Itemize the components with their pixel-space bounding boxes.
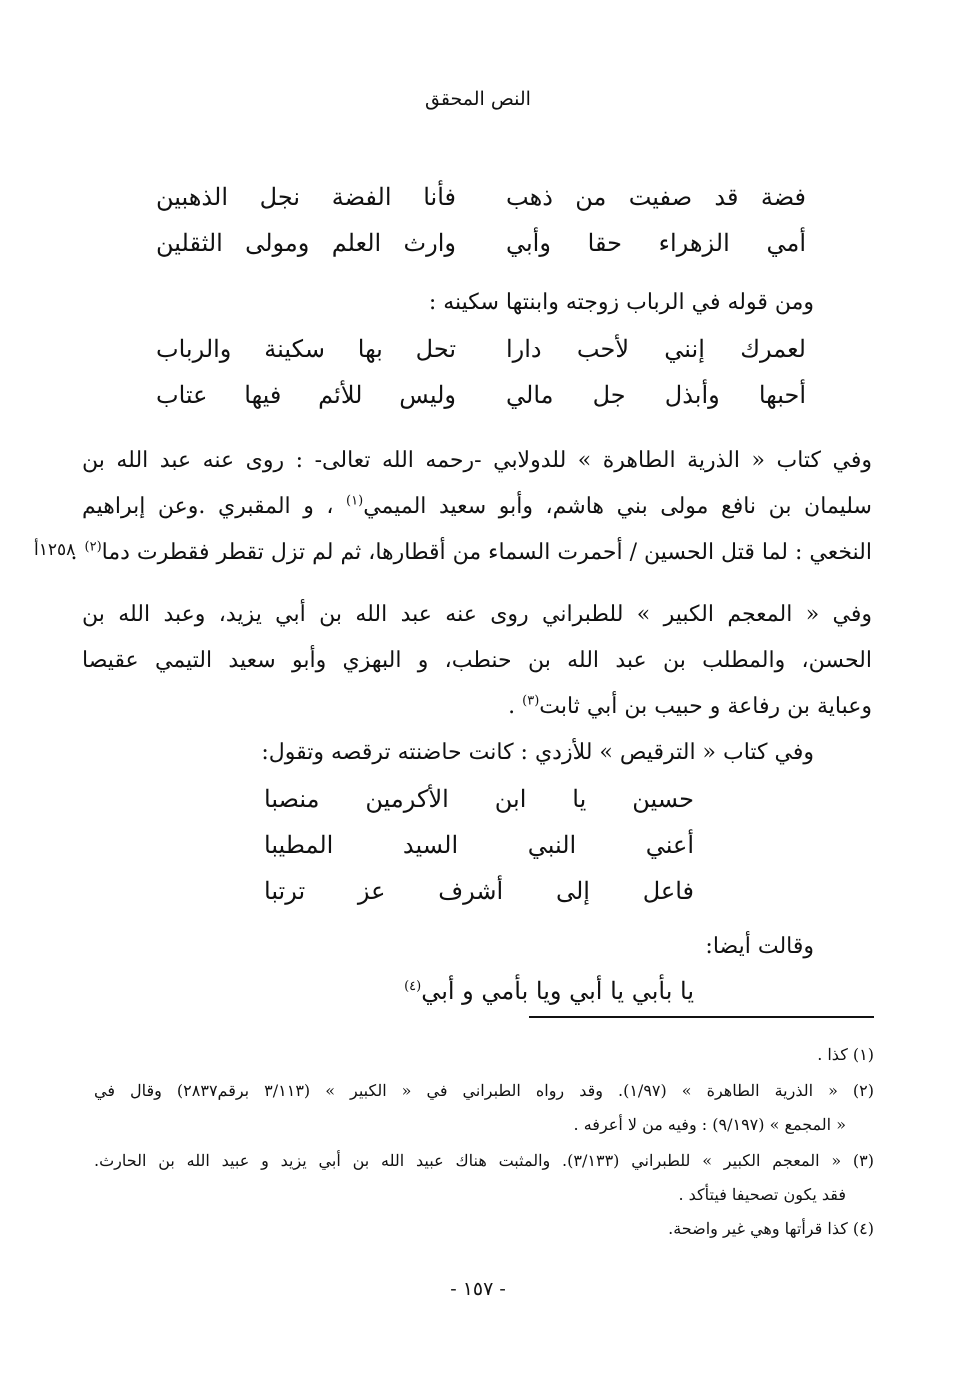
footnote-marker: (٢) xyxy=(84,539,102,555)
manuscript-folio-marker: ١٢٥٨أ xyxy=(34,540,76,560)
verse-first-hemistich: لعمرك إنني لأحب دارا xyxy=(506,335,806,363)
verse-line xyxy=(156,326,806,372)
paragraph-text: سليمان بن نافع مولى بني هاشم، وأبو سعيد الميمي xyxy=(363,494,872,519)
poem-block-1 xyxy=(156,174,806,266)
paragraph-text: . xyxy=(70,540,85,565)
paragraph-line xyxy=(82,684,872,730)
footnote-separator xyxy=(529,1016,874,1018)
footnote-marker: (٤) xyxy=(404,979,422,994)
rajaz-line: حسين يا ابن الأكرمين منصبا xyxy=(264,785,694,813)
paragraph-text: وعباية بن رفاعة و حبيب بن أبي ثابت xyxy=(539,694,872,719)
rajaz-line xyxy=(264,968,694,1014)
verse-second-hemistich: فأنا الفضة نجل الذهبين xyxy=(156,183,456,211)
verse-first-hemistich: أحبها وأبذل جل مالي xyxy=(506,381,806,409)
verse-second-hemistich: تحل بها سكينة والرباب xyxy=(156,335,456,363)
footnote-continuation: فقد يكون تصحيفا فيتأكد . xyxy=(678,1185,846,1204)
paragraph-line: وفي « المعجم الكبير » للطبراني روى عنه عبد الله بن أبي يزيد، وعبد الله بن xyxy=(82,602,872,627)
verse-first-hemistich: أمي الزهراء حقا وأبي xyxy=(506,229,806,257)
rajaz-line: فاعل إلى أشرف عز ترتبا xyxy=(264,877,694,905)
footnote-marker: (٣) xyxy=(522,693,540,709)
poem-intro-line: وفي كتاب « الترقيص » للأزدي : كانت حاضنته ترقصه وتقول: xyxy=(261,740,814,765)
paragraph-line: وفي كتاب « الذرية الطاهرة » للدولابي -رحمه الله تعالى- : روى عنه عبد الله بن xyxy=(82,448,872,473)
footnote: (٤) كذا قرأتها وهي غير واضحة. xyxy=(668,1219,874,1238)
footnote: (١) كذا . xyxy=(817,1045,874,1064)
page-number: - ١٥٧ - xyxy=(450,1278,506,1300)
footnote: (٣) « المعجم الكبير » للطبراني (٣/١٣٣). والمثبت هناك عبيد الله بن أبي يزيد و عبيد الله بن الحارث. xyxy=(94,1151,875,1170)
paragraph-text: النخعي : لما قتل الحسين / أحمرت السماء من أقطارها، ثم لم تزل تقطر فقطرت دما xyxy=(101,540,872,565)
verse-line xyxy=(156,372,806,418)
verse-line xyxy=(156,220,806,266)
verse-second-hemistich: وليس للأئم فيها عتاب xyxy=(156,381,456,409)
paragraph-text: ، و المقبري .وعن إبراهيم xyxy=(82,494,347,519)
paragraph-line xyxy=(82,484,872,530)
running-header: النص المحقق xyxy=(425,88,531,110)
footnote: (٢) « الذرية الطاهرة » (١/٩٧). وقد رواه الطبراني في « الكبير » (٣/١١٣ برقم٢٨٣٧) وقال في xyxy=(94,1081,874,1100)
footnote-continuation: « المجمع » (٩/١٩٧) : وفيه من لا أعرفه . xyxy=(573,1115,846,1134)
paragraph-line: الحسن، والمطلب بن عبد الله بن حنطب، و البهزي وأبو سعيد التيمي عقيصا xyxy=(82,648,872,673)
rajaz-text: يا بأبي يا أبي ويا بأمي و أبي xyxy=(421,977,694,1005)
rajaz-line: أعني النبي السيد المطيبا xyxy=(264,831,694,859)
paragraph-line xyxy=(70,530,872,576)
verse-second-hemistich: وارث العلم ومولى الثقلين xyxy=(156,229,456,257)
poem-intro-line: وقالت أيضا: xyxy=(705,934,814,959)
verse-line xyxy=(156,174,806,220)
footnote-marker: (١) xyxy=(346,493,364,509)
paragraph-text: . xyxy=(508,694,523,719)
poem-intro-line: ومن قوله في الرباب زوجته وابنتها سكينه : xyxy=(428,290,814,315)
poem-block-2 xyxy=(156,326,806,418)
verse-first-hemistich: فضة قد صفيت من ذهب xyxy=(506,183,806,211)
